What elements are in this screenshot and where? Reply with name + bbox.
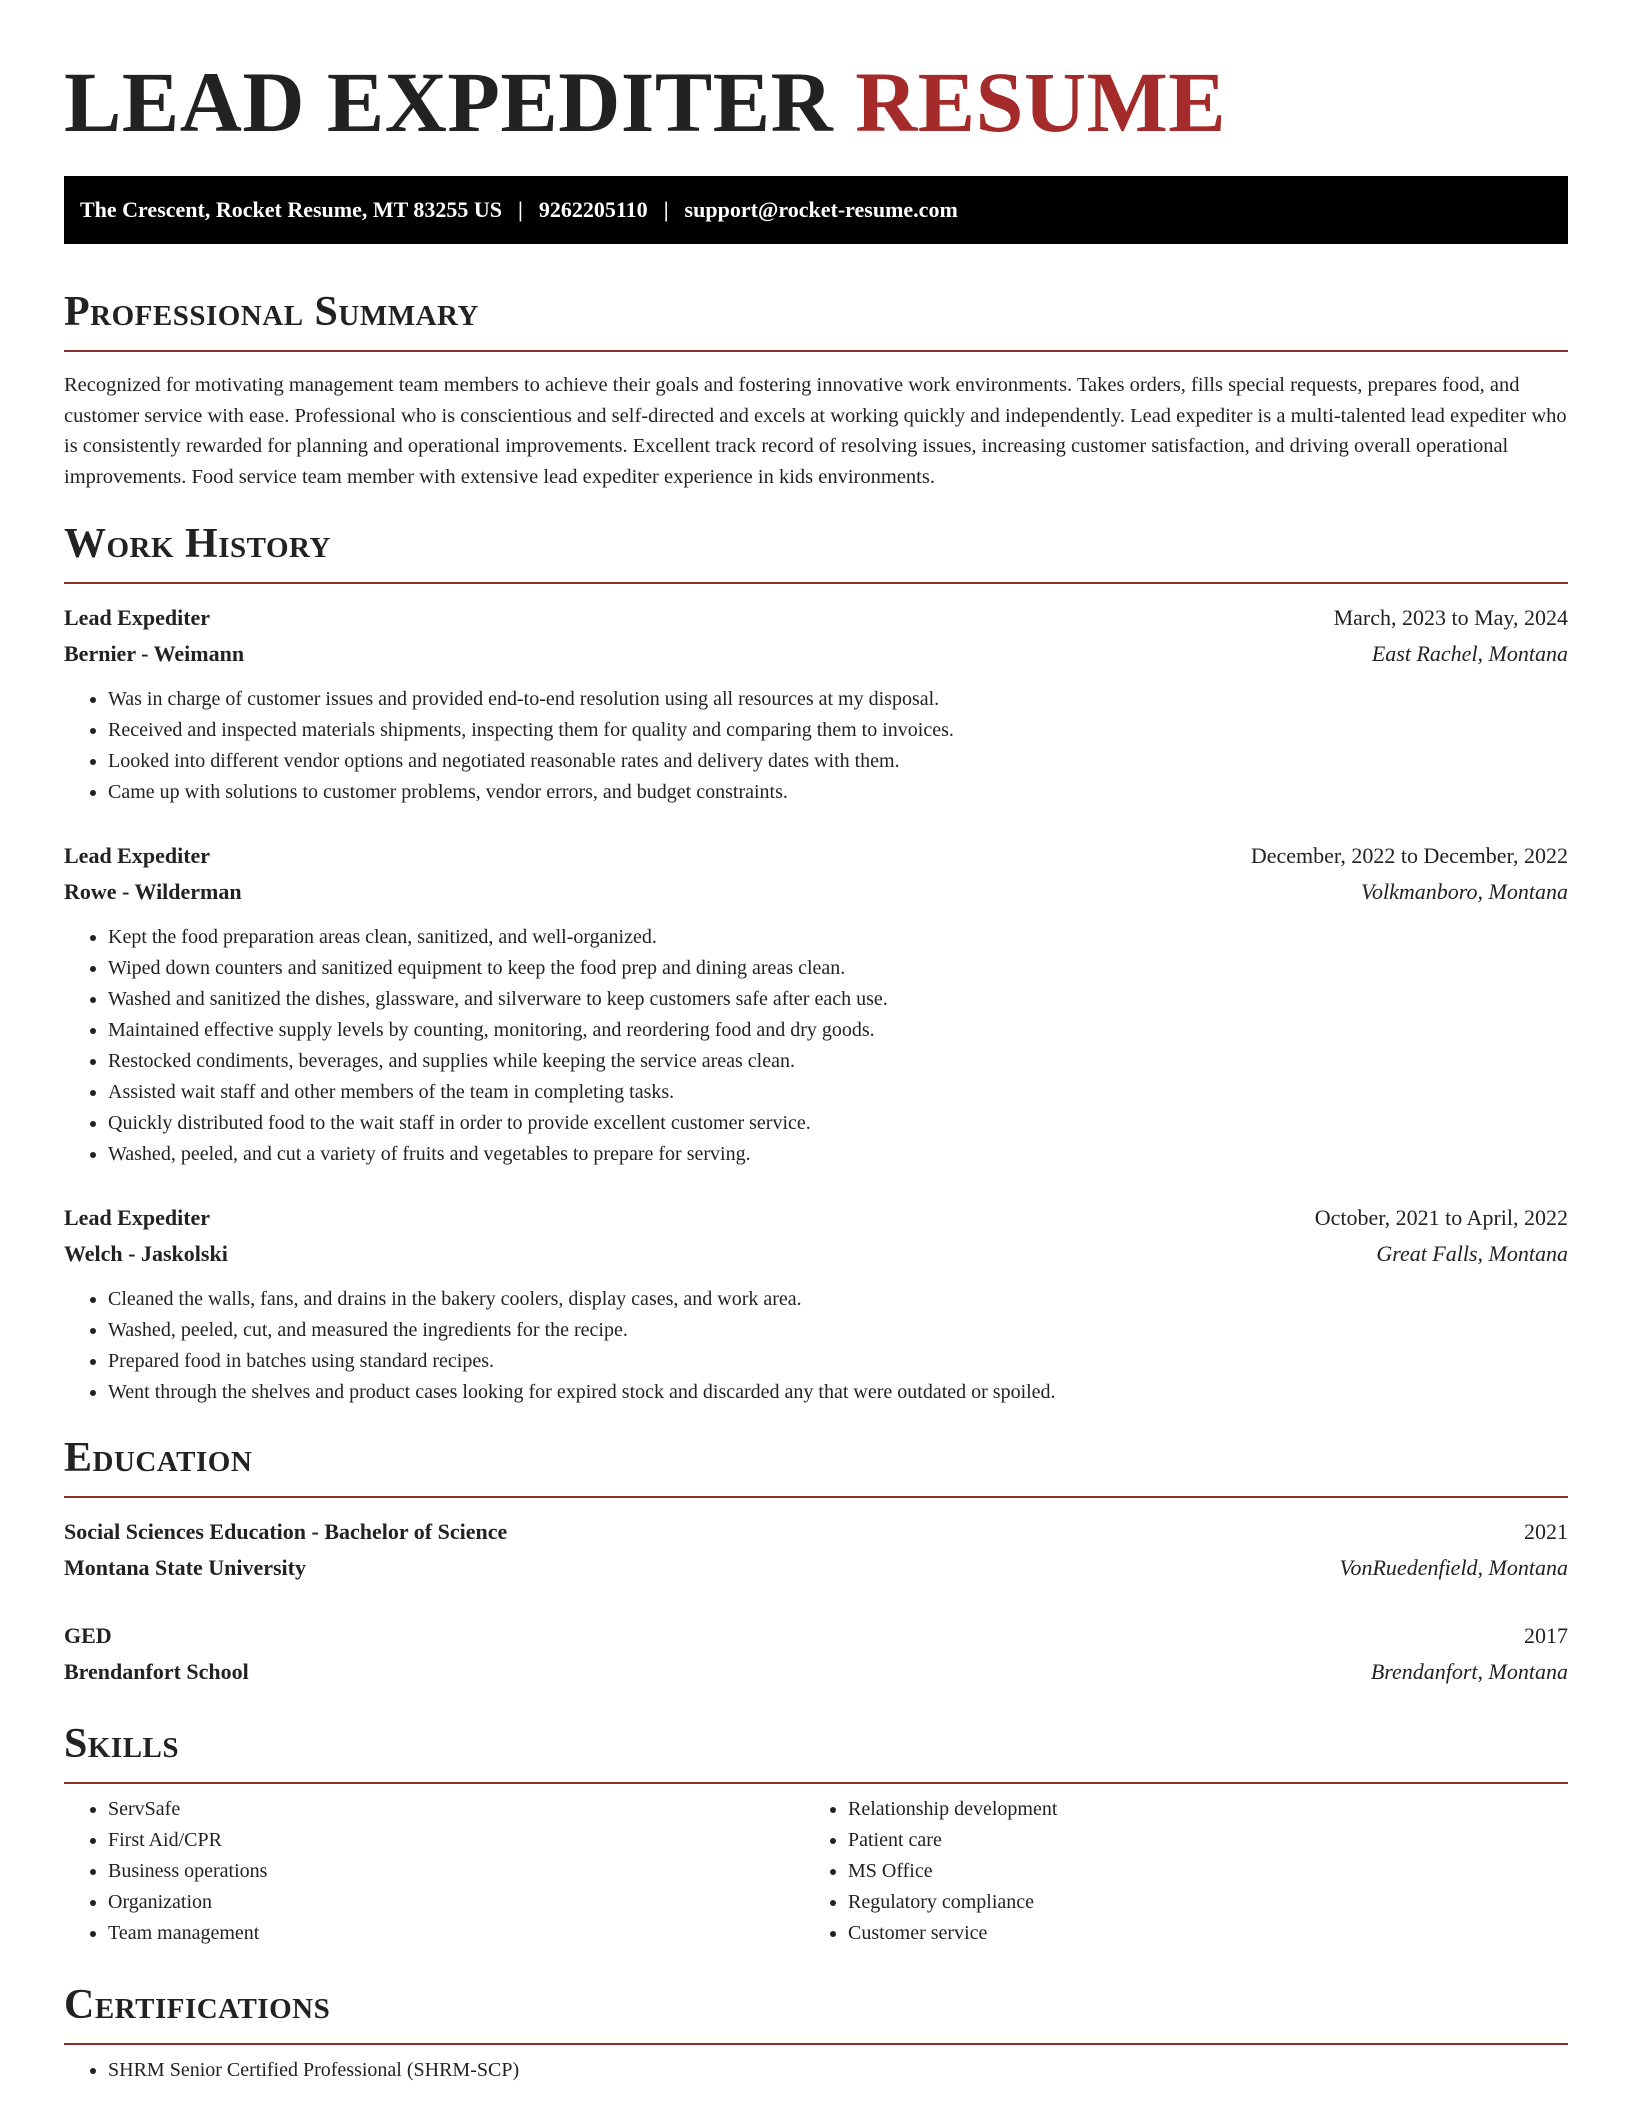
title-accent: RESUME [855, 54, 1227, 150]
job-duty: • Prepared food in batches using standard recipes. [108, 1346, 1568, 1377]
job-company-row [64, 1236, 1568, 1272]
skill-item: • Organization [108, 1887, 804, 1918]
certifications-list [64, 2055, 1568, 2086]
job-duties-list [64, 1284, 1568, 1408]
job-location: Great Falls, Montana [1376, 1241, 1568, 1266]
job-dates: December, 2022 to December, 2022 [1250, 843, 1568, 868]
education-degree-row [64, 1618, 1568, 1654]
education-location: Brendanfort, Montana [1370, 1659, 1568, 1684]
certifications-heading: Certifications [64, 1982, 331, 2028]
education-school-row [64, 1550, 1568, 1586]
job-duty: • Quickly distributed food to the wait staff in order to provide excellent customer service. [108, 1108, 1568, 1139]
skills-list-right [804, 1794, 1544, 1949]
education-degree-row [64, 1514, 1568, 1550]
skills-columns [64, 1794, 1568, 1949]
skills-list-left [64, 1794, 804, 1949]
job-company-row [64, 636, 1568, 672]
job-location: East Rachel, Montana [1371, 641, 1568, 666]
education-entry [64, 1618, 1568, 1690]
job-duty: • Was in charge of customer issues and provided end-to-end resolution using all resources at my disposal. [108, 684, 1568, 715]
skill-item: • Patient care [848, 1825, 1544, 1856]
skills-section [64, 1720, 1568, 1949]
summary-text: Recognized for motivating management team members to achieve their goals and fostering innovative work environments. Takes orders, fills special requests, prepares food, and customer service with ease. Professional who is conscientious and self-directed and excels at working quickly and independently. Lead expediter is a multi-talented lead expediter who is consistently rewarded for planning and operational improvements. Excellent track record of resolving issues, increasing customer satisfaction, and driving overall operational improvements. Food service team member with extensive lead expediter experience in kids environments. [64, 374, 1567, 488]
contact-separator: | [663, 197, 669, 222]
contact-bar [64, 176, 1568, 244]
job-duty: • Washed, peeled, and cut a variety of fruits and vegetables to prepare for serving. [108, 1139, 1568, 1170]
job-dates: March, 2023 to May, 2024 [1333, 605, 1568, 630]
job-duty: • Assisted wait staff and other members of the team in completing tasks. [108, 1077, 1568, 1108]
education-school: Montana State University [64, 1555, 306, 1580]
skill-item: • Customer service [848, 1918, 1544, 1949]
education-entry [64, 1514, 1568, 1586]
job-duty: • Restocked condiments, beverages, and supplies while keeping the service areas clean. [108, 1046, 1568, 1077]
job-duty: • Cleaned the walls, fans, and drains in the bakery coolers, display cases, and work area. [108, 1284, 1568, 1315]
education-heading: Education [64, 1435, 253, 1481]
job-company: Bernier - Weimann [64, 641, 245, 666]
education-degree: GED [64, 1623, 112, 1648]
education-school-row [64, 1654, 1568, 1690]
education-school: Brendanfort School [64, 1659, 249, 1684]
job-dates: October, 2021 to April, 2022 [1314, 1205, 1568, 1230]
contact-separator: | [518, 197, 523, 222]
resume-page [64, 0, 1568, 2086]
job-duty: • Went through the shelves and product cases looking for expired stock and discarded any that were outdated or spoiled. [108, 1377, 1568, 1408]
section-divider [64, 2043, 1568, 2045]
job-entry [64, 1200, 1568, 1408]
work-history-heading: Work History [64, 521, 331, 567]
skill-item: • MS Office [848, 1856, 1544, 1887]
education-section [64, 1434, 1568, 1690]
job-company: Welch - Jaskolski [64, 1241, 228, 1266]
summary-section [64, 288, 1568, 492]
job-duties-list [64, 922, 1568, 1170]
contact-address: The Crescent, Rocket Resume, MT 83255 US [80, 197, 503, 222]
job-header-row [64, 838, 1568, 874]
job-company-row [64, 874, 1568, 910]
certifications-section [64, 1981, 1568, 2086]
job-duty: • Looked into different vendor options and negotiated reasonable rates and delivery dates with them. [108, 746, 1568, 777]
job-company: Rowe - Wilderman [64, 879, 242, 904]
contact-email: support@rocket-resume.com [684, 197, 958, 222]
job-title: Lead Expediter [64, 605, 211, 630]
skill-item: • ServSafe [108, 1794, 804, 1825]
job-duty: • Came up with solutions to customer problems, vendor errors, and budget constraints. [108, 777, 1568, 808]
section-divider [64, 1496, 1568, 1498]
job-header-row [64, 1200, 1568, 1236]
job-duty: • Maintained effective supply levels by counting, monitoring, and reordering food and dry goods. [108, 1015, 1568, 1046]
education-location: VonRuedenfield, Montana [1339, 1555, 1568, 1580]
job-title: Lead Expediter [64, 843, 211, 868]
job-duty: • Washed and sanitized the dishes, glassware, and silverware to keep customers safe after each use. [108, 984, 1568, 1015]
skill-item: • Regulatory compliance [848, 1887, 1544, 1918]
job-header-row [64, 600, 1568, 636]
section-divider [64, 1782, 1568, 1784]
section-divider [64, 350, 1568, 352]
education-degree: Social Sciences Education - Bachelor of Science [64, 1519, 508, 1544]
job-location: Volkmanboro, Montana [1361, 879, 1568, 904]
certification-item: • SHRM Senior Certified Professional (SHRM-SCP) [108, 2055, 1568, 2086]
job-entry [64, 838, 1568, 1170]
skill-item: • Business operations [108, 1856, 804, 1887]
job-duty: • Wiped down counters and sanitized equipment to keep the food prep and dining areas clean. [108, 953, 1568, 984]
skill-item: • Team management [108, 1918, 804, 1949]
skill-item: • First Aid/CPR [108, 1825, 804, 1856]
skills-heading: Skills [64, 1721, 180, 1767]
skill-item: • Relationship development [848, 1794, 1544, 1825]
education-year: 2021 [1524, 1519, 1568, 1544]
work-history-section [64, 520, 1568, 1408]
job-duty: • Received and inspected materials shipments, inspecting them for quality and comparing them to invoices. [108, 715, 1568, 746]
education-year: 2017 [1524, 1623, 1568, 1648]
job-duty: • Washed, peeled, cut, and measured the ingredients for the recipe. [108, 1315, 1568, 1346]
job-duties-list [64, 684, 1568, 808]
job-entry [64, 600, 1568, 808]
summary-heading: Professional Summary [64, 289, 479, 335]
contact-phone: 9262205110 [538, 197, 648, 222]
section-divider [64, 582, 1568, 584]
title-main: LEAD EXPEDITER [64, 54, 834, 150]
job-duty: • Kept the food preparation areas clean, sanitized, and well-organized. [108, 922, 1568, 953]
job-title: Lead Expediter [64, 1205, 211, 1230]
resume-title [64, 52, 1568, 152]
